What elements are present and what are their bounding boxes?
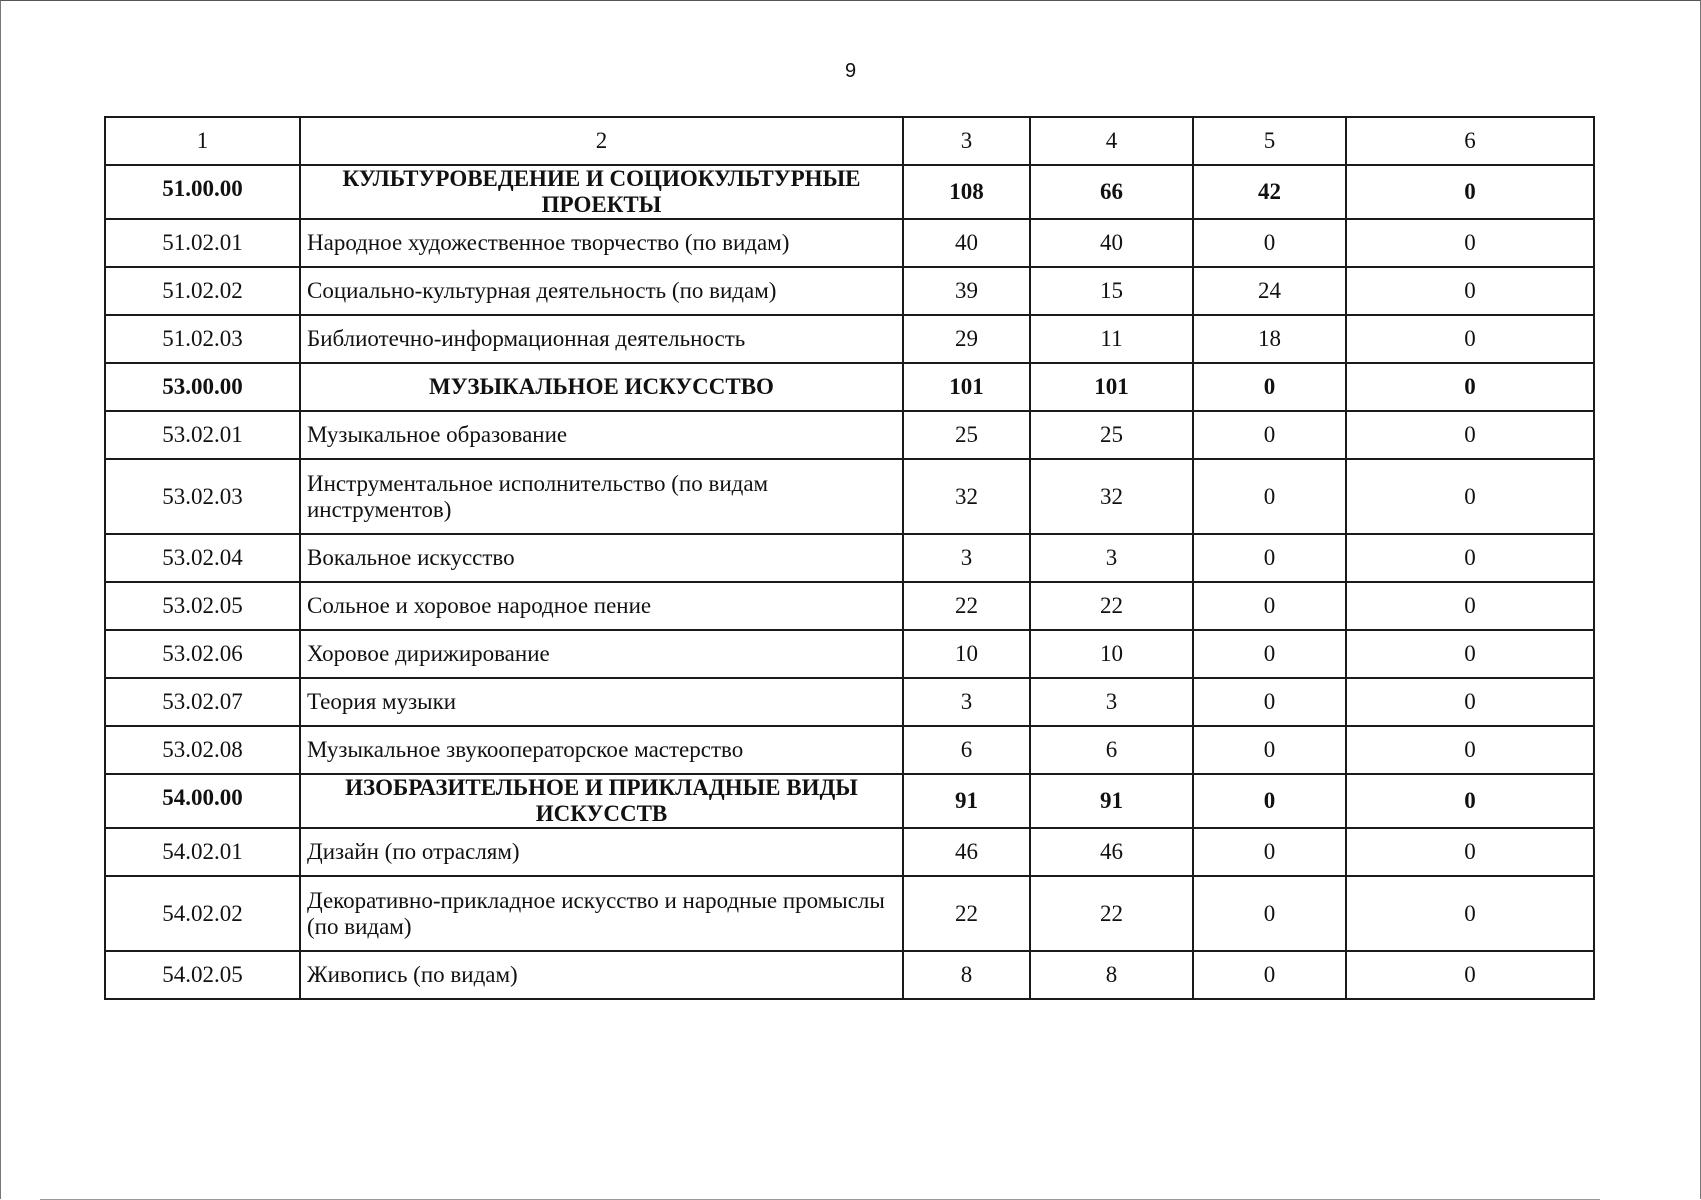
row-name: Музыкальное звукооператорское мастерство (300, 726, 903, 774)
row-value-col6: 0 (1346, 459, 1594, 534)
row-code: 54.02.05 (105, 951, 300, 999)
row-value-col3: 3 (903, 678, 1030, 726)
table-body (105, 117, 1594, 999)
row-value-col3: 39 (903, 267, 1030, 315)
row-name: Народное художественное творчество (по видам) (300, 219, 903, 267)
row-code: 54.02.02 (105, 876, 300, 951)
row-code: 53.02.04 (105, 534, 300, 582)
row-value-col5: 0 (1193, 630, 1346, 678)
row-value-col3: 22 (903, 582, 1030, 630)
row-value-col6: 0 (1346, 630, 1594, 678)
row-code: 53.02.03 (105, 459, 300, 534)
row-value-col4: 46 (1030, 828, 1193, 876)
section-row (105, 774, 1594, 828)
table-row (105, 828, 1594, 876)
table-row (105, 726, 1594, 774)
row-value-col3: 91 (903, 774, 1030, 828)
row-value-col3: 25 (903, 411, 1030, 459)
row-value-col6: 0 (1346, 774, 1594, 828)
row-value-col6: 0 (1346, 165, 1594, 219)
row-code: 53.00.00 (105, 363, 300, 411)
row-value-col5: 0 (1193, 828, 1346, 876)
column-header: 5 (1193, 117, 1346, 165)
row-value-col3: 29 (903, 315, 1030, 363)
row-value-col6: 0 (1346, 315, 1594, 363)
row-value-col4: 32 (1030, 459, 1193, 534)
row-value-col5: 0 (1193, 219, 1346, 267)
row-name: Социально-культурная деятельность (по видам) (300, 267, 903, 315)
row-value-col4: 11 (1030, 315, 1193, 363)
row-value-col4: 22 (1030, 876, 1193, 951)
row-value-col5: 0 (1193, 726, 1346, 774)
table-row (105, 315, 1594, 363)
row-value-col4: 22 (1030, 582, 1193, 630)
row-value-col5: 0 (1193, 582, 1346, 630)
row-name: Хоровое дирижирование (300, 630, 903, 678)
row-value-col6: 0 (1346, 726, 1594, 774)
row-name: Теория музыки (300, 678, 903, 726)
row-name: Декоративно-прикладное искусство и народные промыслы (по видам) (300, 876, 903, 951)
row-value-col6: 0 (1346, 678, 1594, 726)
row-code: 53.02.08 (105, 726, 300, 774)
row-value-col6: 0 (1346, 582, 1594, 630)
row-value-col4: 3 (1030, 678, 1193, 726)
row-value-col5: 0 (1193, 363, 1346, 411)
row-value-col4: 101 (1030, 363, 1193, 411)
row-code: 53.02.01 (105, 411, 300, 459)
row-value-col5: 0 (1193, 951, 1346, 999)
row-code: 51.00.00 (105, 165, 300, 219)
row-value-col5: 0 (1193, 411, 1346, 459)
row-value-col5: 24 (1193, 267, 1346, 315)
row-code: 53.02.07 (105, 678, 300, 726)
column-header: 3 (903, 117, 1030, 165)
row-value-col6: 0 (1346, 219, 1594, 267)
column-header: 2 (300, 117, 903, 165)
table-row (105, 951, 1594, 999)
row-name: Вокальное искусство (300, 534, 903, 582)
row-value-col4: 3 (1030, 534, 1193, 582)
row-value-col3: 46 (903, 828, 1030, 876)
column-header: 4 (1030, 117, 1193, 165)
row-value-col6: 0 (1346, 876, 1594, 951)
row-value-col3: 8 (903, 951, 1030, 999)
row-value-col3: 22 (903, 876, 1030, 951)
row-code: 54.02.01 (105, 828, 300, 876)
row-value-col6: 0 (1346, 951, 1594, 999)
row-code: 54.00.00 (105, 774, 300, 828)
row-value-col4: 10 (1030, 630, 1193, 678)
row-value-col3: 6 (903, 726, 1030, 774)
row-value-col4: 8 (1030, 951, 1193, 999)
row-value-col4: 66 (1030, 165, 1193, 219)
row-value-col6: 0 (1346, 411, 1594, 459)
row-code: 53.02.06 (105, 630, 300, 678)
table-row (105, 876, 1594, 951)
page-number: 9 (844, 60, 857, 82)
row-value-col6: 0 (1346, 534, 1594, 582)
row-name: Дизайн (по отраслям) (300, 828, 903, 876)
row-value-col4: 25 (1030, 411, 1193, 459)
row-code: 51.02.01 (105, 219, 300, 267)
row-value-col5: 0 (1193, 876, 1346, 951)
row-value-col5: 0 (1193, 774, 1346, 828)
table-row (105, 219, 1594, 267)
section-row (105, 165, 1594, 219)
row-name: Живопись (по видам) (300, 951, 903, 999)
table-row (105, 411, 1594, 459)
row-value-col3: 40 (903, 219, 1030, 267)
row-value-col5: 18 (1193, 315, 1346, 363)
row-value-col6: 0 (1346, 363, 1594, 411)
row-value-col3: 101 (903, 363, 1030, 411)
row-value-col3: 3 (903, 534, 1030, 582)
row-value-col6: 0 (1346, 828, 1594, 876)
section-row (105, 363, 1594, 411)
row-name: ИЗОБРАЗИТЕЛЬНОЕ И ПРИКЛАДНЫЕ ВИДЫ ИСКУССТВ (300, 774, 903, 828)
row-value-col4: 6 (1030, 726, 1193, 774)
table-row (105, 267, 1594, 315)
row-name: МУЗЫКАЛЬНОЕ ИСКУССТВО (300, 363, 903, 411)
table-row (105, 678, 1594, 726)
statistics-table (104, 116, 1595, 1000)
row-value-col5: 0 (1193, 678, 1346, 726)
row-name: Сольное и хоровое народное пение (300, 582, 903, 630)
column-header: 6 (1346, 117, 1594, 165)
row-value-col5: 42 (1193, 165, 1346, 219)
table-row (105, 630, 1594, 678)
table-row (105, 582, 1594, 630)
column-header: 1 (105, 117, 300, 165)
row-name: КУЛЬТУРОВЕДЕНИЕ И СОЦИОКУЛЬТУРНЫЕ ПРОЕКТЫ (300, 165, 903, 219)
row-value-col3: 32 (903, 459, 1030, 534)
row-value-col4: 91 (1030, 774, 1193, 828)
row-name: Инструментальное исполнительство (по видам инструментов) (300, 459, 903, 534)
row-value-col5: 0 (1193, 459, 1346, 534)
table-row (105, 459, 1594, 534)
row-name: Музыкальное образование (300, 411, 903, 459)
table-row (105, 534, 1594, 582)
row-value-col3: 108 (903, 165, 1030, 219)
row-code: 51.02.02 (105, 267, 300, 315)
row-value-col4: 15 (1030, 267, 1193, 315)
row-name: Библиотечно-информационная деятельность (300, 315, 903, 363)
column-number-row (105, 117, 1594, 165)
row-code: 51.02.03 (105, 315, 300, 363)
row-value-col3: 10 (903, 630, 1030, 678)
row-value-col5: 0 (1193, 534, 1346, 582)
row-value-col4: 40 (1030, 219, 1193, 267)
row-value-col6: 0 (1346, 267, 1594, 315)
row-code: 53.02.05 (105, 582, 300, 630)
